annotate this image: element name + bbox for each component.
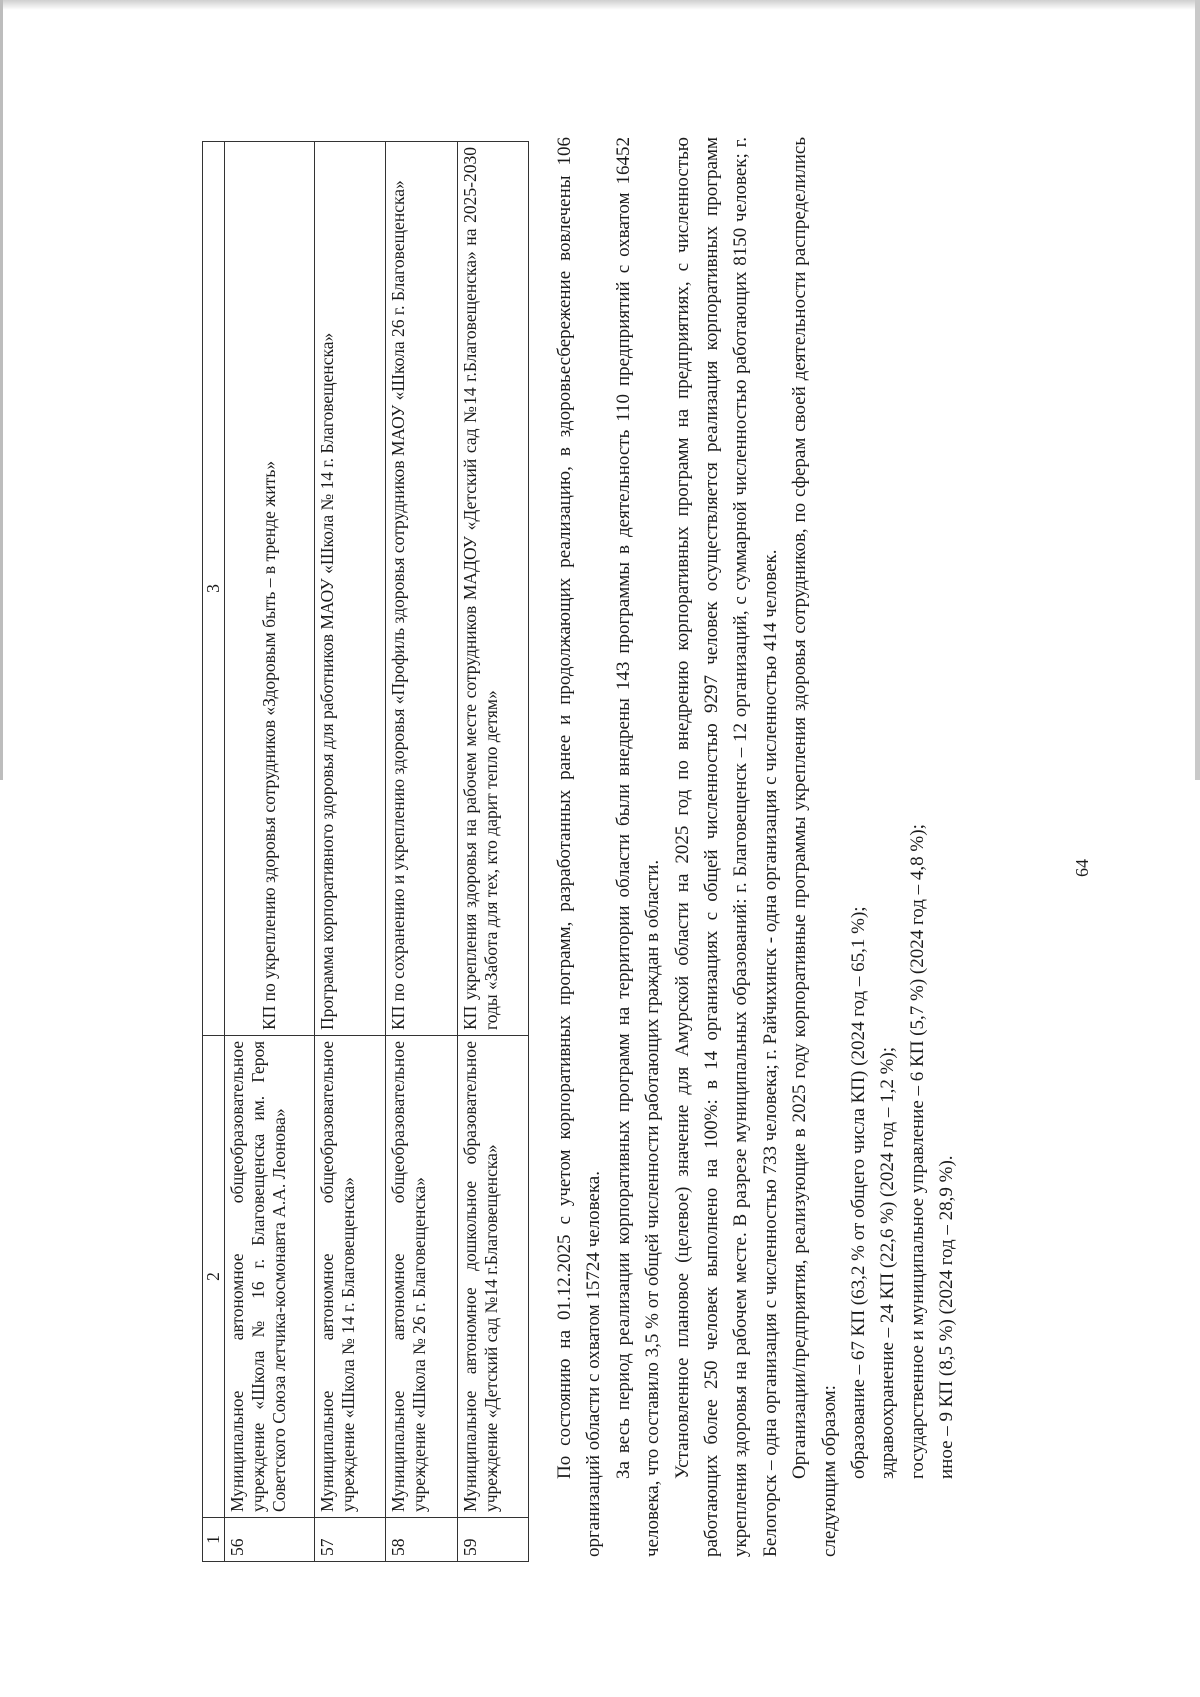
organizations-table: [202, 141, 529, 1562]
table-header-cell: 2: [203, 1036, 225, 1518]
table-header-row: [203, 142, 225, 1562]
list-item: образование – 67 КП (63,2 % от общего числа КП) (2024 год – 65,1 %);: [848, 906, 870, 1479]
program-name: КП укрепления здоровья на рабочем месте сотрудников МАДОУ «Детский сад №14 г.Благовещенска» на 2025-2030 годы «Забота для тех, кто дарит тепло детям»: [457, 142, 528, 1036]
program-name: КП по укреплению здоровья сотрудников «Здоровым быть – в тренде жить»: [225, 142, 315, 1036]
row-number: 57: [315, 1518, 386, 1562]
list-item: государственное и муниципальное управление – 6 КП (5,7 %) (2024 год – 4,8 %);: [906, 824, 928, 1479]
paragraph: За весь период реализации корпоративных программ на территории области были внедрены 143 программы в деятельность 110 предприятий с охватом 16452 человека, что составило 3,5 % от общей численности работающих граждан в области.: [612, 137, 664, 1557]
organization-name: Муниципальное автономное дошкольное образовательное учреждение «Детский сад №14 г.Благовещенска»: [457, 1036, 528, 1518]
program-name: Программа корпоративного здоровья для работников МАОУ «Школа № 14 г. Благовещенска»: [315, 142, 386, 1036]
page-number: 64: [1072, 859, 1092, 877]
program-name: КП по сохранению и укреплению здоровья «Профиль здоровья сотрудников МАОУ «Школа 26 г. Благовещенска»: [386, 142, 457, 1036]
paragraph: Организации/предприятия, реализующие в 2025 году корпоративные программы укрепления здоровья сотрудников, по сферам своей деятельности распределились следующим образом:: [789, 137, 840, 1557]
table-row: [457, 142, 528, 1562]
table-row: [225, 142, 315, 1562]
organization-name: Муниципальное автономное общеобразовательное учреждение «Школа № 16 г. Благовещенска им. Героя Советского Союза летчика-космонавта А.А. Леонова»: [225, 1036, 315, 1518]
table-header-cell: 1: [203, 1518, 225, 1562]
table-header-cell: 3: [203, 142, 225, 1036]
row-number: 59: [457, 1518, 528, 1562]
paragraph: Установленное плановое (целевое) значение для Амурской области на 2025 год по внедрению корпоративных программ на предприятиях, с численностью работающих более 250 человек выполнено на 100%: в 14 организациях с общей численностью 9297 человек осуществляется реализация корпоративных программ укрепления здоровья на рабочем месте. В разрезе муниципальных образований: г. Благовещенск – 12 организаций, с суммарной численностью работающих 8150 человек; г. Белогорск – одна организация с численностью 733 человека; г. Райчихинск - одна организация с численностью 414 человек.: [671, 137, 781, 1557]
row-number: 56: [225, 1518, 315, 1562]
table-row: [386, 142, 457, 1562]
paragraph: По состоянию на 01.12.2025 с учетом корпоративных программ, разработанных ранее и продолжающих реализацию, в здоровьесбережение вовлечены 106 организаций области с охватом 15724 человека.: [554, 137, 605, 1557]
organization-name: Муниципальное автономное общеобразовательное учреждение «Школа № 26 г. Благовещенска»: [386, 1036, 457, 1518]
list-item: иное – 9 КП (8,5 %) (2024 год – 28,9 %).: [936, 1155, 958, 1479]
organization-name: Муниципальное автономное общеобразовательное учреждение «Школа № 14 г. Благовещенска»: [315, 1036, 386, 1518]
table-row: [315, 142, 386, 1562]
list-item: здравоохранение – 24 КП (22,6 %) (2024 год – 1,2 %);: [877, 1046, 899, 1479]
row-number: 58: [386, 1518, 457, 1562]
body-text: [550, 137, 962, 1557]
